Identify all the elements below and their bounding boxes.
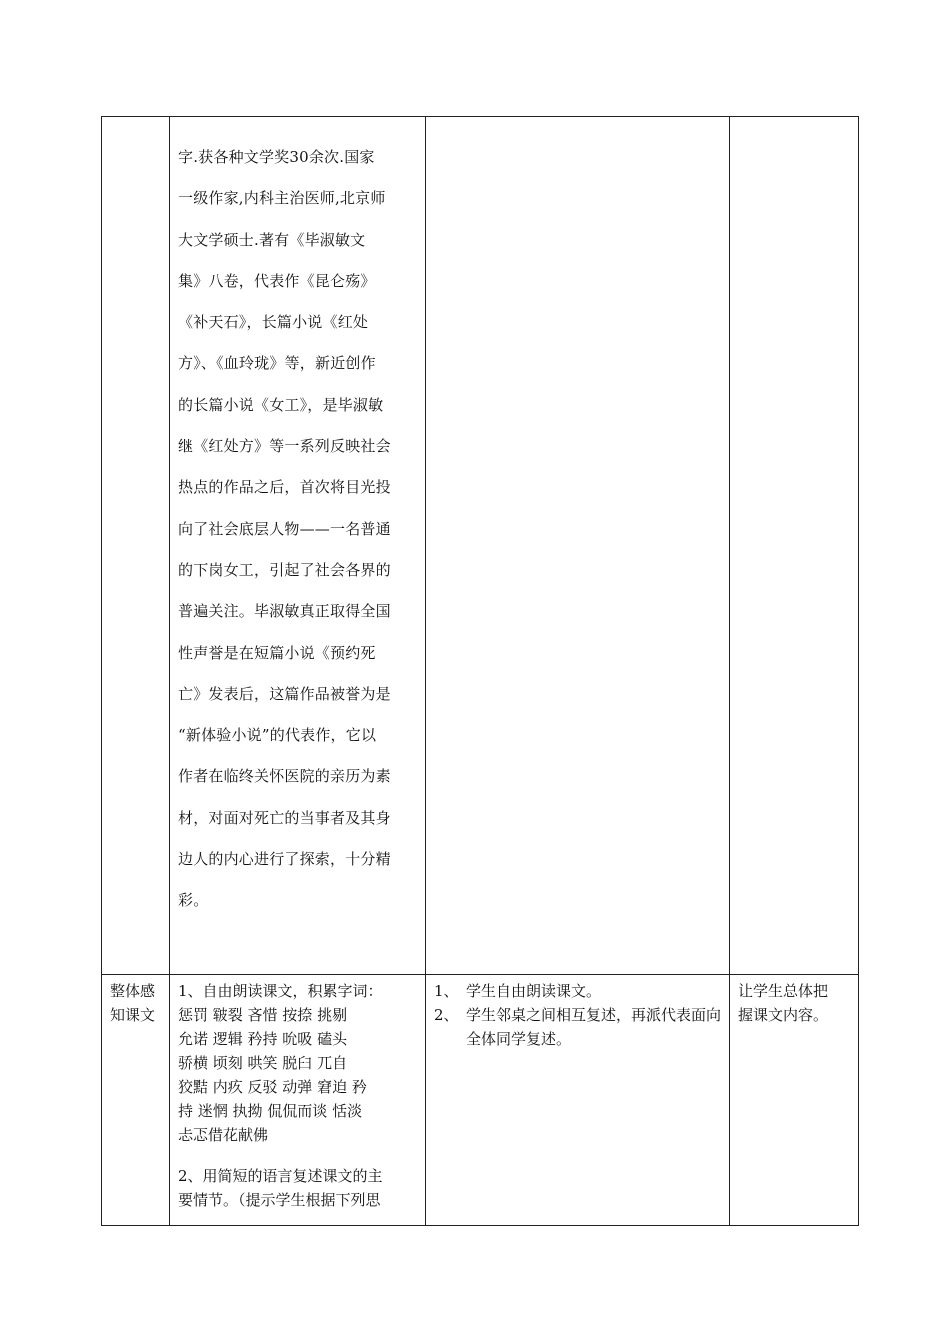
content-line: 2、用简短的语言复述课文的主: [178, 1167, 383, 1185]
bio-line: 彩。: [178, 891, 209, 910]
bio-line: 性声誉是在短篇小说《预约死: [178, 643, 376, 662]
bio-line: 一级作家,内科主治医师,北京师: [178, 189, 386, 208]
vocab-line: 持 迷惘 执拗 侃侃而谈 恬淡: [178, 1102, 363, 1120]
bio-line: 继《红处方》等一系列反映社会: [178, 437, 391, 456]
activity-text: 学生自由朗读课文。: [466, 982, 602, 1000]
column-divider: [169, 117, 170, 1225]
bio-line: 材，对面对死亡的当事者及其身: [178, 808, 391, 827]
content-line: 要情节。（提示学生根据下列思: [178, 1191, 381, 1209]
section-label-cell: [110, 979, 166, 1027]
bio-line: 向了社会底层人物——一名普通: [178, 519, 391, 538]
bio-line: 普遍关注。毕淑敏真正取得全国: [178, 602, 391, 621]
row-divider: [102, 974, 858, 975]
lesson-plan-table: [101, 116, 859, 1226]
intent-line: 让学生总体把: [738, 982, 829, 1000]
bio-line: 字.获各种文学奖30余次.国家: [178, 148, 375, 166]
bio-line: “新体验小说”的代表作，它以: [178, 726, 377, 745]
author-bio-cell: [178, 137, 428, 922]
student-activity-cell: [434, 979, 724, 1051]
bio-line: 的下岗女工，引起了社会各界的: [178, 560, 391, 579]
vocab-line: 允诺 逻辑 矜持 吮吸 磕头: [178, 1030, 348, 1048]
vocab-line: 忐忑借花献佛: [178, 1126, 269, 1144]
activity-number: 1、: [434, 982, 459, 1000]
bio-line: 的长篇小说《女工》，是毕淑敏: [178, 395, 384, 414]
section-label-line: 整体感: [110, 982, 156, 1000]
content-line: 1、自由朗读课文，积累字词：: [178, 982, 383, 1000]
vocab-line: 狡黠 内疚 反驳 动弹 窘迫 矜: [178, 1078, 367, 1096]
bio-line: 边人的内心进行了探索，十分精: [178, 850, 391, 869]
section-label-line: 知课文: [110, 1006, 156, 1024]
bio-line: 集》八卷，代表作《昆仑殇》: [178, 271, 376, 290]
activity-item: [434, 1003, 724, 1051]
vocab-line: 惩罚 皲裂 吝惜 按捺 挑剔: [178, 1006, 348, 1024]
activity-item: [434, 979, 724, 1003]
bio-line: 大文学硕士.著有《毕淑敏文: [178, 230, 366, 249]
bio-line: 《补天石》，长篇小说《红处: [178, 313, 369, 332]
column-divider: [729, 117, 730, 1225]
paragraph-gap: [178, 1147, 428, 1164]
intent-line: 握课文内容。: [738, 1006, 829, 1024]
bio-line: 亡》发表后，这篇作品被誉为是: [178, 684, 391, 703]
teaching-content-cell: [178, 979, 428, 1212]
vocab-line: 骄横 顷刻 哄笑 脱臼 兀自: [178, 1054, 348, 1072]
activity-text: 学生邻桌之间相互复述，再派代表面向全体同学复述。: [466, 1006, 722, 1048]
bio-line: 作者在临终关怀医院的亲历为素: [178, 767, 391, 786]
bio-line: 热点的作品之后，首次将目光投: [178, 478, 391, 497]
activity-number: 2、: [434, 1006, 459, 1024]
design-intent-cell: [738, 979, 850, 1027]
bio-line: 方》、《血玲珑》等，新近创作: [178, 354, 376, 373]
